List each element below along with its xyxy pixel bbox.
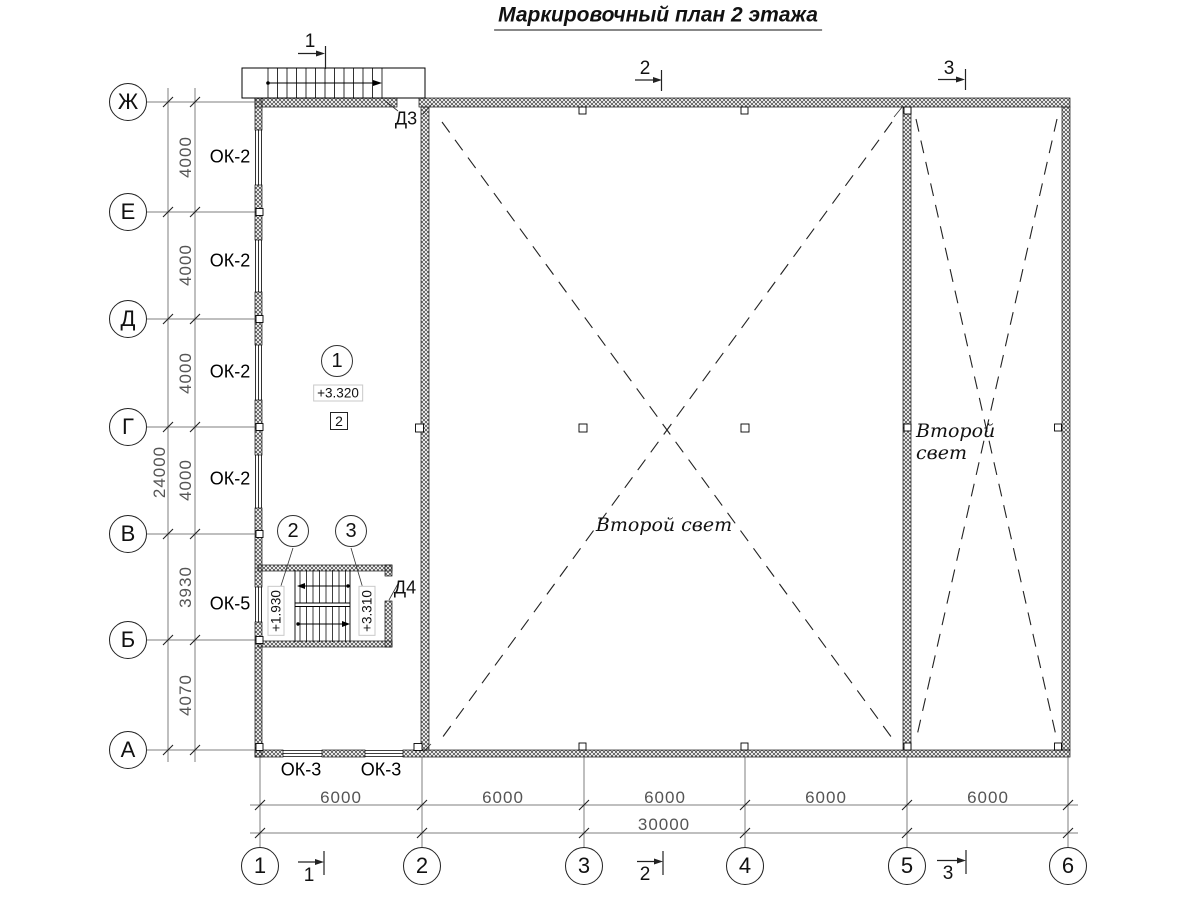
dim-segment: 4000 bbox=[176, 136, 195, 178]
stair-node-bubble-3: 3 bbox=[335, 515, 367, 547]
section-label-2-top: 2 bbox=[639, 58, 651, 79]
dim-segment: 4000 bbox=[176, 459, 195, 501]
door-mark-d4: Д4 bbox=[393, 577, 417, 598]
internal-stair bbox=[295, 570, 350, 642]
axis-row-a: А bbox=[109, 731, 147, 769]
axis-col-6: 6 bbox=[1049, 847, 1087, 885]
dim-total-left: 24000 bbox=[150, 445, 169, 499]
section-label-3-bottom: 3 bbox=[942, 863, 954, 884]
dim-segment: 3930 bbox=[176, 566, 195, 608]
axis-row-d: Д bbox=[109, 300, 147, 338]
axis-row-b: Б bbox=[109, 621, 147, 659]
room-elevation-mark: +3.320 bbox=[313, 385, 363, 402]
external-stair bbox=[242, 68, 425, 98]
dim-segment: 4000 bbox=[176, 244, 195, 286]
axis-row-zh: Ж bbox=[109, 83, 147, 121]
dim-segment: 6000 bbox=[805, 788, 847, 807]
axis-row-e: Е bbox=[109, 193, 147, 231]
axis-col-3: 3 bbox=[565, 847, 603, 885]
drawing-title: Маркировочный план 2 этажа bbox=[494, 4, 822, 31]
stair-node-bubble-2: 2 bbox=[277, 515, 309, 547]
dim-segment: 4070 bbox=[176, 674, 195, 716]
dim-segment: 6000 bbox=[967, 788, 1009, 807]
axis-col-4: 4 bbox=[726, 847, 764, 885]
dim-segment: 4000 bbox=[176, 352, 195, 394]
window-mark-ok3: ОК-3 bbox=[280, 759, 322, 780]
second-light-note-main: Второй свет bbox=[595, 514, 733, 536]
second-light-line1: Второй bbox=[916, 420, 996, 442]
axis-col-2: 2 bbox=[403, 847, 441, 885]
window-mark-ok2: ОК-2 bbox=[209, 146, 251, 167]
axis-row-g: Г bbox=[109, 408, 147, 446]
axis-col-5: 5 bbox=[888, 847, 926, 885]
dim-total-bottom: 30000 bbox=[637, 815, 691, 834]
window-mark-ok2: ОК-2 bbox=[209, 468, 251, 489]
room-number-bubble: 1 bbox=[321, 345, 353, 377]
window-mark-ok2: ОК-2 bbox=[209, 250, 251, 271]
window-mark-ok2: ОК-2 bbox=[209, 361, 251, 382]
section-label-1-top: 1 bbox=[304, 31, 316, 52]
stair-elevation-mid: +1.930 bbox=[268, 586, 285, 636]
window-mark-ok3: ОК-3 bbox=[360, 759, 402, 780]
axis-lines-layer bbox=[147, 102, 1068, 847]
dim-segment: 6000 bbox=[482, 788, 524, 807]
leader-lines-layer bbox=[279, 100, 903, 752]
dim-segment: 6000 bbox=[320, 788, 362, 807]
stair-elevation-top: +3.310 bbox=[359, 586, 376, 636]
section-label-2-bottom: 2 bbox=[639, 864, 651, 885]
dim-segment: 6000 bbox=[644, 788, 686, 807]
window-mark-ok5: ОК-5 bbox=[209, 593, 251, 614]
axis-row-v: В bbox=[109, 515, 147, 553]
windows-layer bbox=[255, 130, 403, 757]
axis-col-1: 1 bbox=[241, 847, 279, 885]
room-type-box: 2 bbox=[330, 412, 348, 430]
second-light-line2: свет bbox=[916, 442, 967, 464]
section-label-1-bottom: 1 bbox=[303, 865, 315, 886]
section-label-3-top: 3 bbox=[943, 58, 955, 79]
second-light-note-right bbox=[916, 420, 995, 464]
door-mark-d3: Д3 bbox=[394, 108, 418, 129]
